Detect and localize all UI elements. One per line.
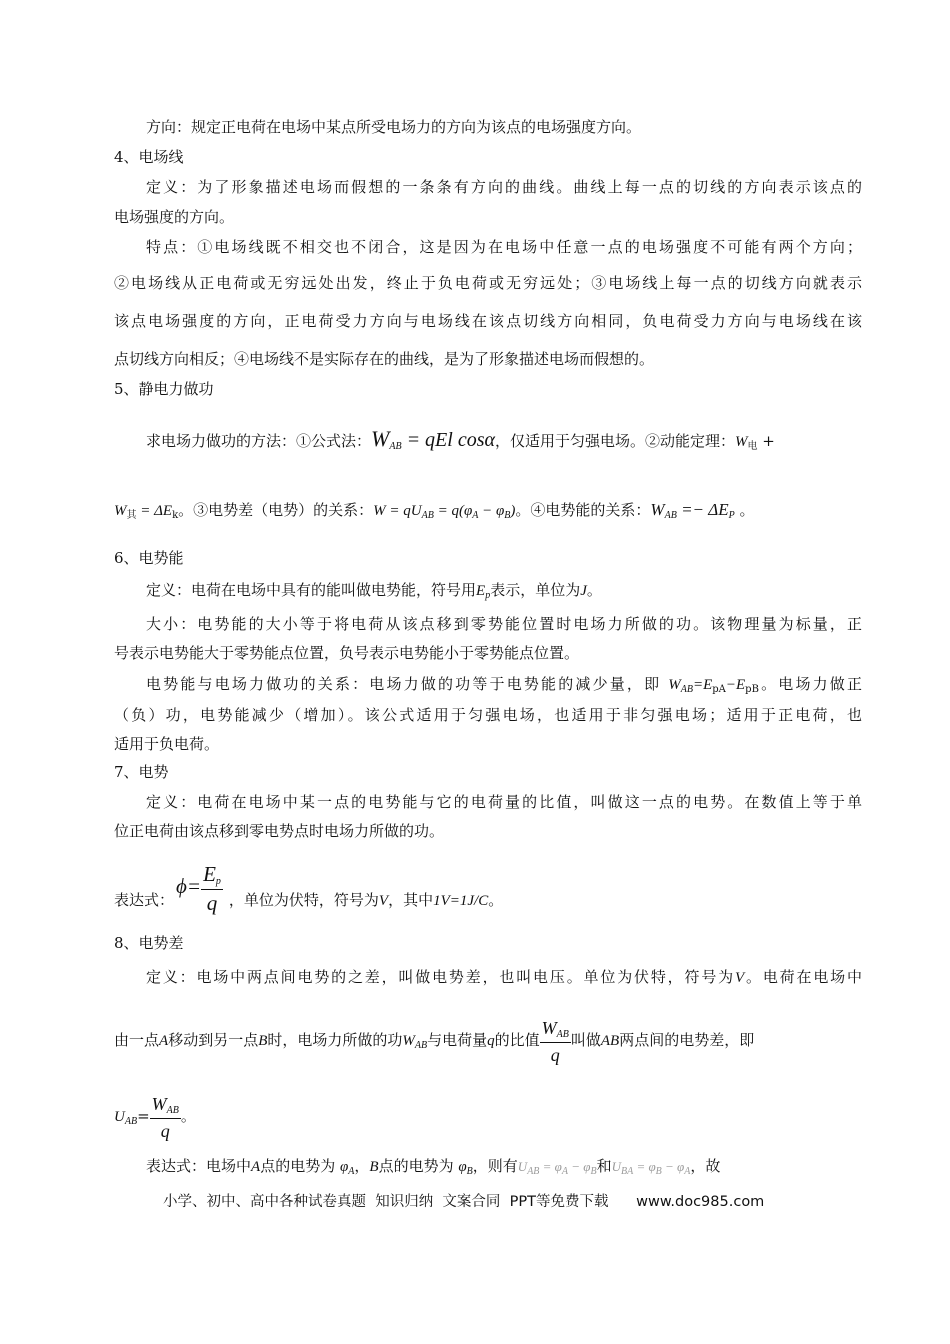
text: 定义：电场中两点间电势的之差，叫做电势差，也叫电压。单位为伏特，符号为 <box>146 968 736 986</box>
formula-sub: AB <box>166 1104 179 1116</box>
paragraph: 该点电场强度的方向，正电荷受力方向与电场线在该点切线方向相同，负电荷受力方向与电场线在该 <box>114 312 862 330</box>
text: 点的电势为 <box>378 1157 459 1175</box>
formula-sub: AB <box>414 1040 428 1051</box>
text: 与电荷量 <box>427 1031 488 1049</box>
formula-sub: AB <box>389 441 402 452</box>
paragraph <box>146 580 862 606</box>
text: 定义：电荷在电场中具有的能叫做电势能，符号用 <box>146 581 477 599</box>
formula: V <box>735 970 745 986</box>
text: 。③电势差（电势）的关系： <box>178 501 374 519</box>
text: = <box>137 1107 150 1125</box>
text: 。 <box>586 581 602 599</box>
text: ，故 <box>690 1157 721 1175</box>
text: 和 <box>596 1157 612 1175</box>
formula-uab <box>517 1159 597 1177</box>
formula: E <box>203 862 216 886</box>
formula: U <box>611 1159 621 1174</box>
paragraph: （负）功，电势能减少（增加）。该公式适用于匀强电场，也适用于非匀强电场；适用于正电荷，也 <box>114 706 862 724</box>
fraction-denominator: q <box>160 1120 170 1141</box>
text: + <box>757 432 775 450</box>
fraction-denominator: q <box>550 1044 560 1065</box>
formula: W <box>114 503 127 519</box>
text: 表达式： <box>114 891 175 909</box>
formula: 1V=1J/C <box>433 893 489 909</box>
text: 求电场力做功的方法：①公式法： <box>146 432 372 450</box>
formula-sub: AB <box>527 1166 540 1177</box>
formula: E <box>476 583 486 599</box>
formula: V <box>378 893 389 909</box>
fraction-denominator: q <box>206 891 218 915</box>
text: 电势能与电场力做功的关系：电场力做的功等于电势能的减少量，即 <box>146 675 669 693</box>
formula-sub: k <box>172 510 179 521</box>
formula: B <box>369 1159 379 1175</box>
text: 表达式：电场中 <box>146 1157 252 1175</box>
formula-line <box>146 1156 862 1182</box>
text: 移动到另一点 <box>168 1031 259 1049</box>
formula-line <box>114 856 862 916</box>
text: 叫做 <box>570 1031 601 1049</box>
formula: W = qU <box>373 503 422 519</box>
fraction <box>201 864 223 914</box>
formula-sub: A <box>684 1166 691 1177</box>
paragraph <box>146 967 862 988</box>
text: 两点间的电势差，即 <box>619 1031 755 1049</box>
formula-sub: p <box>215 876 221 887</box>
formula-sub: 电 <box>747 441 758 452</box>
paragraph: 号表示电势能大于零势能点位置，负号表示电势能小于零势能点位置。 <box>114 644 580 662</box>
section-heading-6: 6、电势能 <box>114 549 184 567</box>
formula: A <box>251 1159 261 1175</box>
formula-sub: AB <box>556 1028 569 1040</box>
formula-sub: B <box>504 510 511 521</box>
text: 表示，单位为 <box>490 581 581 599</box>
formula: B <box>258 1033 268 1049</box>
paragraph: 位正电荷由该点移到零电势点时电场力所做的功。 <box>114 822 445 840</box>
formula-sub: pB <box>745 684 759 695</box>
text: 的比值 <box>494 1031 540 1049</box>
text: ，仅适用于匀强电场。②动能定理： <box>495 432 736 450</box>
formula-sub: 其 <box>126 510 137 521</box>
formula-sub: A <box>472 510 479 521</box>
fraction <box>150 1095 181 1140</box>
formula: W <box>650 500 665 519</box>
paragraph: 电场强度的方向。 <box>114 208 235 226</box>
formula-sub: AB <box>124 1116 138 1127</box>
formula-sub: AB <box>664 510 677 521</box>
formula-sub: BA <box>620 1166 634 1177</box>
section-heading-7: 7、电势 <box>114 763 169 781</box>
text: ， <box>354 1157 370 1175</box>
paragraph: 方向：规定正电荷在电场中某点所受电场力的方向为该点的电场强度方向。 <box>146 118 642 136</box>
paragraph: ②电场线从正电荷或无穷远处出发，终止于负电荷或无穷远处；③电场线上每一点的切线方向就表示 <box>114 274 862 292</box>
text: 。 <box>180 1107 196 1125</box>
text: 点的电势为 <box>260 1157 340 1175</box>
formula-line <box>114 1090 862 1142</box>
formula-sub: AB <box>421 510 434 521</box>
formula: W <box>151 1093 167 1114</box>
paragraph: 适用于负电荷。 <box>114 735 220 753</box>
text: ，则有 <box>472 1157 518 1175</box>
formula-sub: B <box>466 1166 473 1177</box>
text: ，其中 <box>388 891 434 909</box>
paragraph: 定义：电荷在电场中某一点的电势能与它的电荷量的比值，叫做这一点的电势。在数值上等于单 <box>146 793 862 811</box>
formula: φ <box>458 1159 467 1175</box>
formula: U <box>114 1109 125 1125</box>
formula: =E <box>692 677 713 693</box>
formula: = ΔE <box>136 503 173 519</box>
text: 。 <box>488 891 504 909</box>
section-heading-8: 8、电势差 <box>114 934 184 952</box>
formula: W <box>402 1033 415 1049</box>
formula: q <box>487 1033 495 1049</box>
formula: W <box>735 434 748 450</box>
fraction-numerator <box>201 864 223 890</box>
formula: W <box>541 1017 557 1038</box>
page-footer: 小学、初中、高中各种试卷真题 知识归纳 文案合同 PPT等免费下载 www.doc985.com <box>163 1194 765 1210</box>
formula: AB <box>600 1033 620 1049</box>
formula: = q(φ <box>433 503 473 519</box>
text: 。④电势能的关系： <box>515 501 651 519</box>
fraction <box>540 1019 571 1064</box>
formula-sub: B <box>590 1166 597 1177</box>
paragraph: 特点：①电场线既不相交也不闭合，这是因为在电场中任意一点的电场强度不可能有两个方向； <box>146 238 862 256</box>
formula-sub: A <box>348 1166 355 1177</box>
formula-sub: A <box>561 1166 568 1177</box>
formula: − φ <box>661 1159 685 1174</box>
formula: =− ΔE <box>676 500 729 519</box>
text: 。电场力做正 <box>758 675 862 693</box>
formula-sub: B <box>655 1166 662 1177</box>
text: 时，电场力所做的功 <box>267 1031 403 1049</box>
text: 。 <box>734 501 755 519</box>
formula: φ <box>339 1159 349 1175</box>
formula-w: W <box>371 426 390 451</box>
fraction-numerator <box>150 1095 181 1119</box>
formula: − φ <box>567 1159 591 1174</box>
formula-sub: P <box>728 510 735 521</box>
formula-rhs: = qEl cosα <box>401 429 495 451</box>
formula: −E <box>725 677 746 693</box>
formula-uba <box>611 1159 691 1177</box>
formula-sub: pA <box>712 684 726 695</box>
paragraph: 大小：电势能的大小等于将电荷从该点移到零势能位置时电场力所做的功。该物理量为标量，正 <box>146 615 862 633</box>
formula-sub: p <box>485 590 491 601</box>
paragraph: 点切线方向相反；④电场线不是实际存在的曲线，是为了形象描述电场而假想的。 <box>114 350 655 368</box>
formula-line <box>114 1014 862 1066</box>
formula: J <box>580 583 587 599</box>
section-heading-5: 5、静电力做功 <box>114 380 214 398</box>
paragraph: 定义：为了形象描述电场而假想的一条条有方向的曲线。曲线上每一点的切线的方向表示该点的 <box>146 178 862 196</box>
paragraph <box>146 674 862 700</box>
text: ，单位为伏特，符号为 <box>228 891 379 909</box>
formula-line <box>114 500 862 526</box>
formula-line <box>146 423 862 463</box>
formula: = φ <box>633 1159 656 1174</box>
formula-sub: AB <box>680 684 693 695</box>
formula-phi: ϕ= <box>176 874 202 898</box>
formula: U <box>517 1159 528 1174</box>
formula: = φ <box>539 1159 562 1174</box>
text: 由一点 <box>114 1031 160 1049</box>
formula: A <box>159 1033 169 1049</box>
formula: ) <box>510 503 516 519</box>
formula: − φ <box>478 503 505 519</box>
text: 。电荷在电场中 <box>744 968 862 986</box>
fraction-numerator <box>540 1019 571 1043</box>
formula: W <box>668 677 681 693</box>
section-heading-4: 4、电场线 <box>114 148 184 166</box>
